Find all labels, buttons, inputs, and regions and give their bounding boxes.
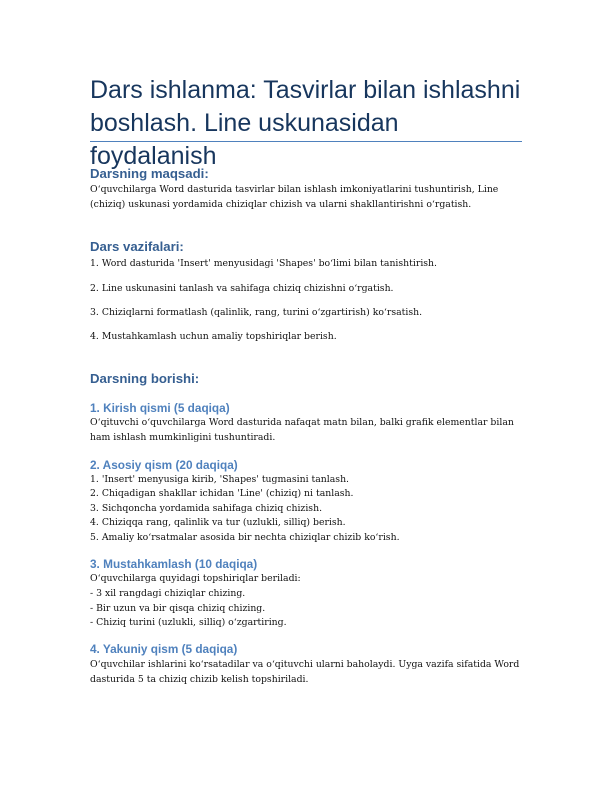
maqsad-heading: Darsning maqsadi:: [90, 166, 209, 181]
vazifa-item: 4. Mustahkamlash uchun amaliy topshiriqlar berish.: [90, 331, 337, 342]
vazifa-item: 1. Word dasturida 'Insert' menyusidagi 'Shapes' bo‘limi bilan tanishtirish.: [90, 258, 438, 269]
title-underline: [90, 141, 522, 142]
vazifa-item: 3. Chiziqlarni formatlash (qalinlik, rang, turini o‘zgartirish) ko‘rsatish.: [90, 307, 423, 318]
section-text-kirish: O‘qituvchi o‘quvchilarga Word dasturida nafaqat matn bilan, balki grafik elementlar bilan ham ishlash mumkinligini tushuntiradi.: [90, 417, 514, 443]
section-line: O‘quvchilarga quyidagi topshiriqlar beriladi:: [90, 573, 301, 584]
borishi-heading: Darsning borishi:: [90, 371, 200, 386]
section-line: - Chiziq turini (uzlukli, silliq) o‘zgartiring.: [90, 617, 287, 628]
document-title: Dars ishlanma: Tasvirlar bilan ishlashni boshlash. Line uskunasidan foydalanish: [90, 76, 521, 170]
section-heading-yakuniy: 4. Yakuniy qism (5 daqiqa): [90, 642, 238, 656]
section-line: 2. Chiqadigan shakllar ichidan 'Line' (chiziq) ni tanlash.: [90, 488, 354, 499]
section-heading-kirish: 1. Kirish qismi (5 daqiqa): [90, 401, 230, 415]
maqsad-text: O‘quvchilarga Word dasturida tasvirlar bilan ishlash imkoniyatlarini tushuntirish, Line (chiziq) uskunasi yordamida chiziqlar chizish va ularni shakllantirishni o‘rgatish.: [90, 184, 499, 210]
section-line: 1. 'Insert' menyusiga kirib, 'Shapes' tugmasini tanlash.: [90, 474, 350, 485]
section-heading-mustahkamlash: 3. Mustahkamlash (10 daqiqa): [90, 557, 258, 571]
section-line: 5. Amaliy ko‘rsatmalar asosida bir nechta chiziqlar chizib ko‘rish.: [90, 532, 400, 543]
section-line: - Bir uzun va bir qisqa chiziq chizing.: [90, 603, 266, 614]
vazifalar-heading: Dars vazifalari:: [90, 239, 184, 254]
section-text-yakuniy: O‘quvchilar ishlarini ko‘rsatadilar va o‘qituvchi ularni baholaydi. Uyga vazifa sifatida Word dasturida 5 ta chiziq chizib kelish topshiriladi.: [90, 659, 520, 685]
vazifa-item: 2. Line uskunasini tanlash va sahifaga chiziq chizishni o‘rgatish.: [90, 283, 394, 294]
section-line: 4. Chiziqqa rang, qalinlik va tur (uzlukli, silliq) berish.: [90, 517, 346, 528]
section-line: 3. Sichqoncha yordamida sahifaga chiziq chizish.: [90, 503, 323, 514]
section-line: - 3 xil rangdagi chiziqlar chizing.: [90, 588, 246, 599]
section-heading-asosiy: 2. Asosiy qism (20 daqiqa): [90, 458, 238, 472]
